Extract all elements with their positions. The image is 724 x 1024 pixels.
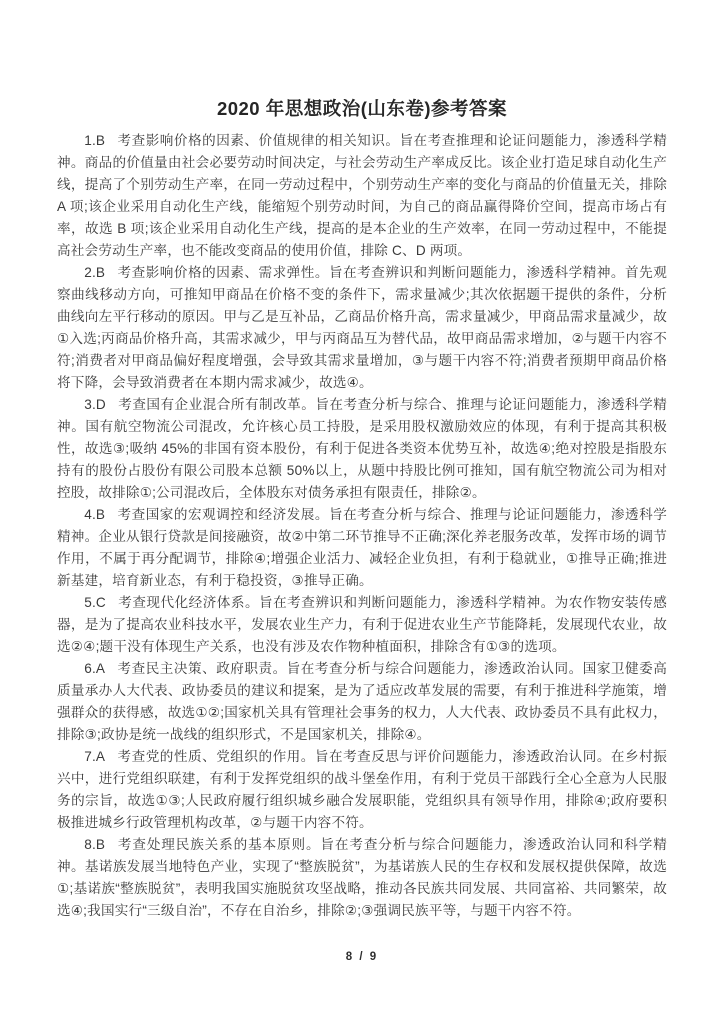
answer-label-4: 4.B — [84, 507, 106, 522]
page-number: 8 / 9 — [345, 951, 379, 963]
answer-label-1: 1.B — [84, 133, 106, 148]
answer-text-2: 考查影响价格的因素、需求弹性。旨在考查辨识和判断问题能力，渗透科学精神。首先观察曲线移动方向，可推知甲商品在价格不变的条件下，需求量减少;其次依据题干提供的条件，分析曲线向左平行移动的原因。甲与乙是互补品，乙商品价格升高，需求量减少，甲商品需求量减少，故①入选;丙商品价格升高，其需求减少，甲与丙商品互为替代品，故甲商品需求增加，②与题干内容不符;消费者对甲商品偏好程度增强，会导致其需求量增加，③与题干内容不符;消费者预期甲商品价格将下降，会导致消费者在本期内需求减少，故选④。 — [57, 265, 667, 390]
answer-text-8: 考查处理民族关系的基本原则。旨在考查分析与综合问题能力，渗透政治认同和科学精神。基诺族发展当地特色产业，实现了“整族脱贫”，为基诺族人民的生存权和发展权提供保障，故选①;基诺族“整族脱贫”，表明我国实施脱贫攻坚战略，推动各民族共同发展、共同富裕、共同繁荣，故选④;我国实行“三级自治”，不存在自治乡，排除②;③强调民族平等，与题干内容不符。 — [57, 837, 667, 918]
answer-label-3: 3.D — [84, 397, 106, 412]
answer-label-5: 5.C — [84, 595, 106, 610]
answer-text-4: 考查国家的宏观调控和经济发展。旨在考查分析与综合、推理与论证问题能力，渗透科学精神。企业从银行贷款是间接融资，故②中第二环节推导不正确;深化养老服务改革，发挥市场的调节作用，不属于再分配调节，排除④;增强企业活力、减轻企业负担，有利于稳就业，①推导正确;推进新基建，培育新业态，有利于稳投资，③推导正确。 — [57, 507, 667, 588]
answer-label-2: 2.B — [84, 265, 106, 280]
answer-paragraph-1 — [57, 130, 667, 262]
answer-text-3: 考查国有企业混合所有制改革。旨在考查分析与综合、推理与论证问题能力，渗透科学精神。国有航空物流公司混改，允许核心员工持股，是采用股权激励效应的体现，有利于提高其积极性，故选③;吸纳 45%的非国有资本股份，有利于促进各类资本优势互补，故选④;绝对控股是指股东持有的股份占股份有限公司股本总额 50%以上，从题中持股比例可推知，国有航空物流公司为相对控股，故排除①;公司混改后，全体股东对债务承担有限责任，排除②。 — [57, 397, 667, 500]
answer-text-5: 考查现代化经济体系。旨在考查辨识和判断问题能力，渗透科学精神。为农作物安装传感器，是为了提高农业科技水平，发展农业生产力，有利于促进农业生产节能降耗，发展现代农业，故选②④;题干没有体现生产关系，也没有涉及农作物种植面积，排除含有①③的选项。 — [57, 595, 667, 654]
answer-label-6: 6.A — [84, 661, 106, 676]
answer-paragraph-7 — [57, 746, 667, 834]
page-title: 2020 年思想政治(山东卷)参考答案 — [216, 98, 508, 119]
answers-body — [57, 130, 667, 922]
answer-text-7: 考查党的性质、党组织的作用。旨在考查反思与评价问题能力，渗透政治认同。在乡村振兴中，进行党组织联建，有利于发挥党组织的战斗堡垒作用，有利于党员干部践行全心全意为人民服务的宗旨，故选①③;人民政府履行组织城乡融合发展职能，党组织具有领导作用，排除④;政府要积极推进城乡行政管理机构改革，②与题干内容不符。 — [57, 749, 667, 830]
answer-label-8: 8.B — [84, 837, 106, 852]
answer-paragraph-8 — [57, 834, 667, 922]
answer-paragraph-5 — [57, 592, 667, 658]
answer-paragraph-6 — [57, 658, 667, 746]
answer-paragraph-2 — [57, 262, 667, 394]
answer-paragraph-4 — [57, 504, 667, 592]
answer-label-7: 7.A — [84, 749, 106, 764]
answer-text-6: 考查民主决策、政府职责。旨在考查分析与综合问题能力，渗透政治认同。国家卫健委高质量承办人大代表、政协委员的建议和提案，是为了适应改革发展的需要，有利于推进科学施策，增强群众的获得感，故选①②;国家机关具有管理社会事务的权力，人大代表、政协委员不具有此权力，排除③;政协是统一战线的组织形式，不是国家机关，排除④。 — [57, 661, 667, 742]
answer-paragraph-3 — [57, 394, 667, 504]
answer-text-1: 考查影响价格的因素、价值规律的相关知识。旨在考查推理和论证问题能力，渗透科学精神。商品的价值量由社会必要劳动时间决定，与社会劳动生产率成反比。该企业打造足球自动化生产线，提高了个别劳动生产率，在同一劳动过程中，个别劳动生产率的变化与商品的价值量无关，排除 A 项;该企业采用自动化生产线，能缩短个别劳动时间，为自己的商品赢得降价空间，提高市场占有率，故选 B 项;该企业采用自动化生产线，提高的是本企业的生产效率，在同一劳动过程中，不能提高社会劳动生产率，也不能改变商品的使用价值，排除 C、D 两项。 — [57, 133, 667, 258]
